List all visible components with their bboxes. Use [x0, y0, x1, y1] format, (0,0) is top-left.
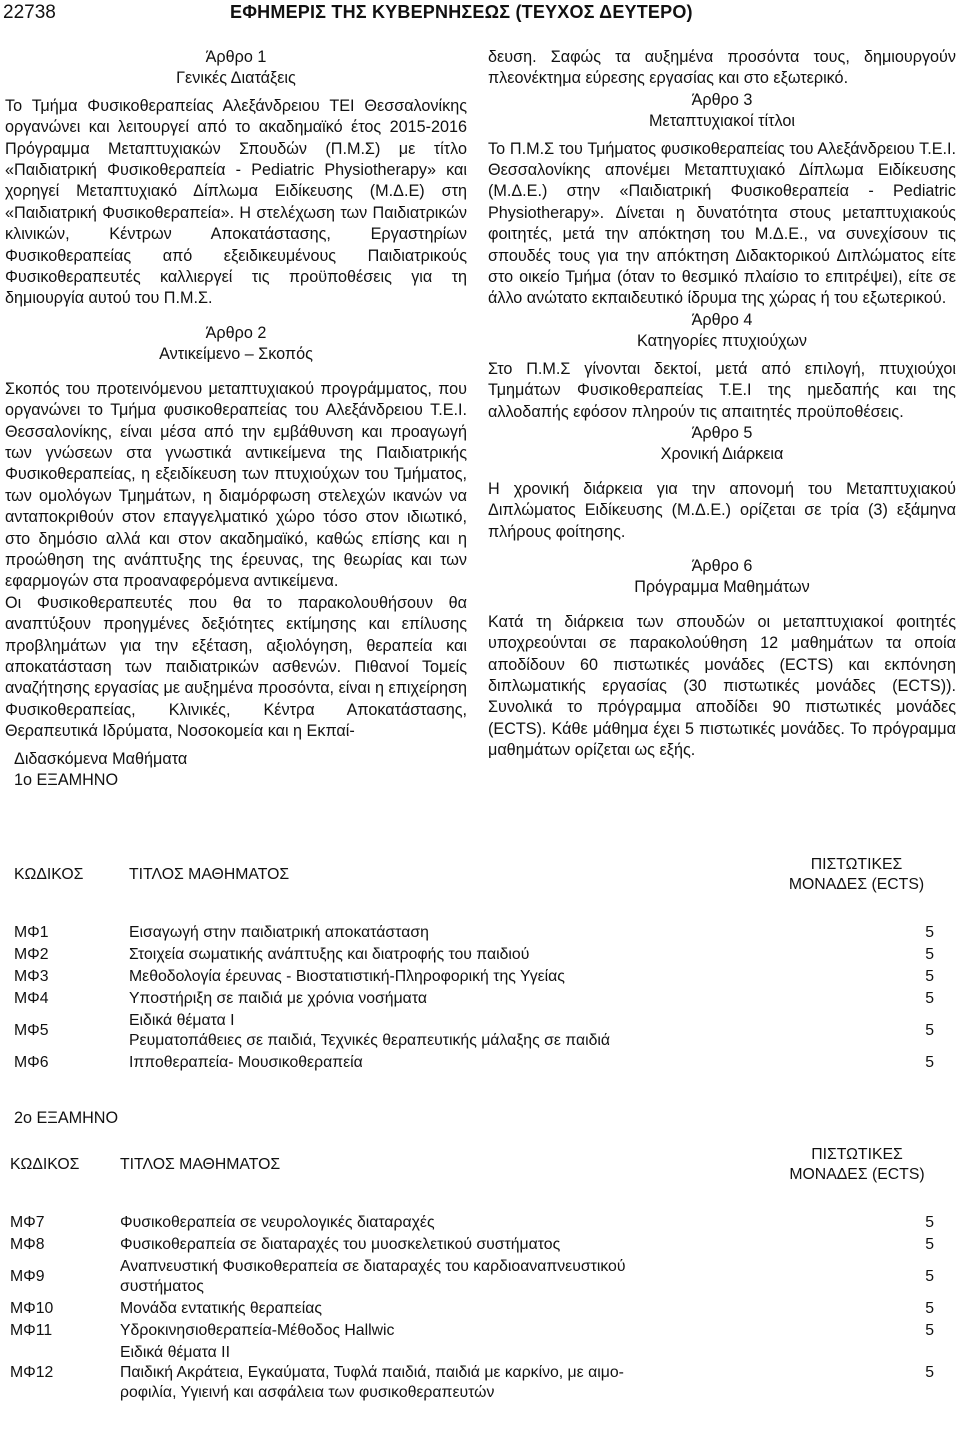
article-4-heading: Άρθρο 4	[691, 310, 753, 329]
code-header: ΚΩΔΙΚΟΣ	[10, 1156, 80, 1173]
course-title-cell	[120, 1320, 780, 1342]
code-header: ΚΩΔΙΚΟΣ	[14, 866, 84, 883]
course-credits: 5	[925, 946, 934, 963]
course-title-cell	[129, 1010, 779, 1052]
course-title-line: Μονάδα εντατικής θεραπείας	[120, 1300, 322, 1317]
course-title-line: Ειδικά θέματα Ι	[129, 1012, 235, 1029]
course-title-line: Φυσικοθεραπεία σε διαταραχές του μυοσκελετικού συστήματος	[120, 1236, 561, 1253]
taught-courses-label: Διδασκόμενα Μαθήματα	[14, 749, 188, 768]
credits-header-line-1: ΠΙΣΤΩΤΙΚΕΣ	[811, 1146, 903, 1163]
article-2-text-1: Σκοπός του προτεινόμενου μεταπτυχιακού προγράμματος, που οργανώνει το Τμήμα φυσικοθεραπείας του Αλεξάνδρειου Τ.Ε.Ι. Θεσσαλονίκης, είναι μέσα από την εμβάθυνση και προαγωγή των γνώσεων στα γνωστικά αντικείμενα της Παιδιατρικής Φυσικοθεραπείας, η εξειδίκευση των πτυχιούχων του Τμήματος, των ομολόγων Τμημάτων, η διαμόρφωση στελεχών ικανών να ανταποκριθούν στον επαγγελματικό χώρο τόσο στον ιδιωτικό, στο δημόσιο αλλά και στον ακαδημαϊκό, καθώς επίσης και η προώθηση της ανάπτυξης της έρευνας, της θεωρίας και των εφαρμογών στα προαναφερόμενα αντικείμενα.	[5, 379, 467, 591]
credits-header	[780, 1140, 934, 1190]
article-4-title: Κατηγορίες πτυχιούχων	[637, 332, 807, 351]
credits-header-line-2: ΜΟΝΑΔΕΣ (ECTS)	[789, 1166, 925, 1183]
course-code: ΜΦ1	[14, 924, 49, 941]
course-title-line: Υδροκινησιοθεραπεία-Μέθοδος Hallwic	[120, 1322, 395, 1339]
article-6-text: Κατά τη διάρκεια των σπουδών οι μεταπτυχιακοί φοιτητές υποχρεούνται σε παρακολούθηση 12 μαθημάτων τα οποία αποδίδουν 60 πιστωτικές μονάδες (ECTS) και εκπόνηση διπλωματικής εργασίας (30 πιστωτικές μονάδες (ECTS)). Συνολικά το πρόγραμμα αποδίδει 90 πιστωτικές μονάδες (ECTS). Κάθε μάθημα έχει 5 πιστωτικές μονάδες. Το πρόγραμμα μαθημάτων ορίζεται ως εξής.	[488, 612, 956, 760]
course-code: ΜΦ12	[10, 1364, 54, 1381]
course-credits: 5	[925, 1364, 934, 1381]
course-row	[10, 1212, 934, 1234]
course-title-cell	[120, 1298, 780, 1320]
course-credits: 5	[925, 968, 934, 985]
right-column	[488, 47, 956, 762]
article-2-text-2: Οι Φυσικοθεραπευτές που θα το παρακολουθήσουν θα αναπτύξουν προηγμένες δεξιότητες εκτίμησης και επίλυσης προβλημάτων για την εξέταση, αξιολόγηση, θεραπεία και αποκατάσταση των παιδιατρικών ασθενών. Πιθανοί Τομείς αναζήτησης εργασίας με αυξημένα προσόντα, είναι η επιχείρηση Φυσικοθεραπείας, Κλινικές, Κέντρα Αποκατάστασης, Θεραπευτικά Ιδρύματα, Νοσοκομεία και η Εκπαί-	[5, 593, 467, 741]
credits-header	[779, 846, 934, 904]
course-row	[14, 944, 934, 966]
page-number: 22738	[3, 2, 56, 23]
article-3-heading: Άρθρο 3	[691, 90, 753, 109]
course-row	[14, 922, 934, 944]
course-credits: 5	[925, 1214, 934, 1231]
table-header-row	[10, 1140, 934, 1190]
course-code: ΜΦ4	[14, 990, 49, 1007]
course-title-line: Στοιχεία σωματικής ανάπτυξης και διατροφής του παιδιού	[129, 946, 530, 963]
course-title-line2: Ρευματοπάθειες σε παιδιά, Τεχνικές θεραπευτικής μάλαξης σε παιδιά	[129, 1032, 611, 1049]
continued-text: δευση. Σαφώς τα αυξημένα προσόντα τους, δημιουργούν πλεονέκτημα εύρεσης εργασίας και στο εξωτερικό.	[488, 48, 956, 88]
course-credits: 5	[925, 990, 934, 1007]
title-header: ΤΙΤΛΟΣ ΜΑΘΗΜΑΤΟΣ	[120, 1156, 281, 1173]
course-title-line: Ιπποθεραπεία- Μουσικοθεραπεία	[129, 1054, 363, 1071]
course-credits: 5	[925, 1022, 934, 1039]
course-row	[10, 1320, 934, 1342]
article-4-text: Στο Π.Μ.Σ γίνονται δεκτοί, μετά από επιλογή, πτυχιούχοι Τμημάτων Φυσικοθεραπείας Τ.Ε.Ι της ημεδαπής και της αλλοδαπής εφόσον πληρούν τις απαιτητές προϋποθέσεις.	[488, 359, 956, 421]
article-3-title: Μεταπτυχιακοί τίτλοι	[649, 112, 795, 131]
semester-1-table	[14, 846, 934, 1074]
course-title-cell	[120, 1342, 780, 1404]
course-code: ΜΦ5	[14, 1022, 49, 1039]
course-credits: 5	[925, 1236, 934, 1253]
course-row	[14, 1052, 934, 1074]
article-5-text: Η χρονική διάρκεια για την απονομή του Μεταπτυχιακού Διπλώματος Ειδίκευσης (Μ.Δ.Ε.) ορίζεται σε τρία (3) εξάμηνα πλήρους φοίτησης.	[488, 479, 956, 541]
course-row	[14, 966, 934, 988]
article-6-heading: Άρθρο 6	[691, 556, 753, 575]
course-title-line2: συστήματος	[120, 1278, 204, 1295]
semester-1-label: 1ο ΕΞΑΜΗΝΟ	[14, 771, 119, 789]
course-title-cell	[120, 1256, 780, 1298]
course-title-line: Μεθοδολογία έρευνας - Βιοστατιστική-Πληροφορική της Υγείας	[129, 968, 565, 985]
course-row	[10, 1256, 934, 1298]
course-title-line: Ειδικά θέματα ΙΙ	[120, 1344, 230, 1361]
title-header: ΤΙΤΛΟΣ ΜΑΘΗΜΑΤΟΣ	[129, 866, 290, 883]
course-row	[10, 1342, 934, 1404]
course-credits: 5	[925, 1322, 934, 1339]
course-code: ΜΦ11	[10, 1322, 53, 1339]
course-title-line: Εισαγωγή στην παιδιατρική αποκατάσταση	[129, 924, 429, 941]
article-2-title: Αντικείμενο – Σκοπός	[159, 345, 313, 364]
course-title-line: Υποστήριξη σε παιδιά με χρόνια νοσήματα	[129, 990, 427, 1007]
course-code: ΜΦ10	[10, 1300, 54, 1317]
course-code: ΜΦ6	[14, 1054, 49, 1071]
course-row	[14, 988, 934, 1010]
table-header-row	[14, 846, 934, 904]
course-title-line: Αναπνευστική Φυσικοθεραπεία σε διαταραχές του καρδιοαναπνευστικού	[120, 1258, 626, 1275]
article-3-text: Το Π.Μ.Σ του Τμήματος φυσικοθεραπείας του Αλεξάνδρειου Τ.Ε.Ι. Θεσσαλονίκης απονέμει Μεταπτυχιακό Δίπλωμα Ειδίκευσης (Μ.Δ.Ε.) στην «Παιδιατρική Φυσικοθεραπεία - Pediatric Physiotherapy». Δίνεται η δυνατότητα στους μεταπτυχιακούς φοιτητές, μετά την απόκτηση του Μ.Δ.Ε., να συνεχίσουν τις σπουδές τους για την απόκτηση Διδακτορικού Διπλώματος είτε στο οικείο Τμήμα (όταν το θεσμικό πλαίσιο το επιτρέψει), είτε σε άλλο ανώτατο εκπαιδευτικό ίδρυμα της χώρας ή του εξωτερικού.	[488, 139, 956, 308]
course-row	[10, 1234, 934, 1256]
semester-2-rows	[10, 1212, 934, 1404]
semester-1-rows	[14, 922, 934, 1074]
course-credits: 5	[925, 924, 934, 941]
semester-2-label: 2ο ΕΞΑΜΗΝΟ	[14, 1109, 119, 1127]
credits-header-line-2: ΜΟΝΑΔΕΣ (ECTS)	[788, 876, 925, 893]
article-1-title: Γενικές Διατάξεις	[176, 69, 296, 88]
course-title-cell	[129, 944, 779, 966]
course-code: ΜΦ2	[14, 946, 49, 963]
course-title-cell	[129, 988, 779, 1010]
course-code: ΜΦ3	[14, 968, 49, 985]
article-1-text: Το Τμήμα Φυσικοθεραπείας Αλεξάνδρειου ΤΕΙ Θεσσαλονίκης οργανώνει και λειτουργεί από το ακαδημαϊκό έτος 2015-2016 Πρόγραμμα Μεταπτυχιακών Σπουδών (Π.Μ.Σ) με τίτλο «Παιδιατρική Φυσικοθεραπεία - Pediatric Physiotherapy» και χορηγεί Μεταπτυχιακό Δίπλωμα Ειδίκευσης (Μ.Δ.Ε) στη «Παιδιατρική Φυσικοθεραπεία». Η στελέχωση των Παιδιατρικών κλινικών, Κέντρων Αποκατάστασης, Εργαστηρίων Φυσικοθεραπείας από εξειδικευμένους Παιδιατρικούς Φυσικοθεραπευτές καλλιεργεί τις προϋποθέσεις για τη δημιουργία αυτού του Π.Μ.Σ.	[5, 96, 467, 308]
course-title-cell	[129, 1052, 779, 1074]
course-title-cell	[120, 1234, 780, 1256]
course-code: ΜΦ8	[10, 1236, 45, 1253]
article-5-title: Χρονική Διάρκεια	[660, 445, 784, 464]
article-5-heading: Άρθρο 5	[691, 423, 753, 442]
course-title-line2: Παιδική Ακράτεια, Εγκαύματα, Τυφλά παιδιά, παιδιά με καρκίνο, με αιμο-	[120, 1364, 624, 1381]
page-header	[0, 0, 960, 30]
article-2-heading: Άρθρο 2	[205, 323, 267, 342]
course-credits: 5	[925, 1300, 934, 1317]
left-column	[5, 47, 467, 791]
semester-2-table	[10, 1140, 934, 1404]
article-6-title: Πρόγραμμα Μαθημάτων	[634, 578, 810, 597]
article-1-heading: Άρθρο 1	[205, 48, 267, 66]
course-credits: 5	[925, 1054, 934, 1071]
course-code: ΜΦ9	[10, 1268, 45, 1285]
course-code: ΜΦ7	[10, 1214, 45, 1231]
course-title-line: Φυσικοθεραπεία σε νευρολογικές διαταραχές	[120, 1214, 435, 1231]
course-row	[14, 1010, 934, 1052]
course-title-cell	[129, 922, 779, 944]
course-title-cell	[129, 966, 779, 988]
credits-header-line-1: ΠΙΣΤΩΤΙΚΕΣ	[810, 856, 903, 873]
course-title-cell	[120, 1212, 780, 1234]
course-row	[10, 1298, 934, 1320]
course-credits: 5	[925, 1268, 934, 1285]
course-title-line3: ροφιλία, Υγιεινή και ασφάλεια των φυσικοθεραπευτών	[120, 1384, 495, 1401]
gazette-title: ΕΦΗΜΕΡΙΣ ΤΗΣ ΚΥΒΕΡΝΗΣΕΩΣ (ΤΕΥΧΟΣ ΔΕΥΤΕΡΟ)	[230, 2, 693, 22]
